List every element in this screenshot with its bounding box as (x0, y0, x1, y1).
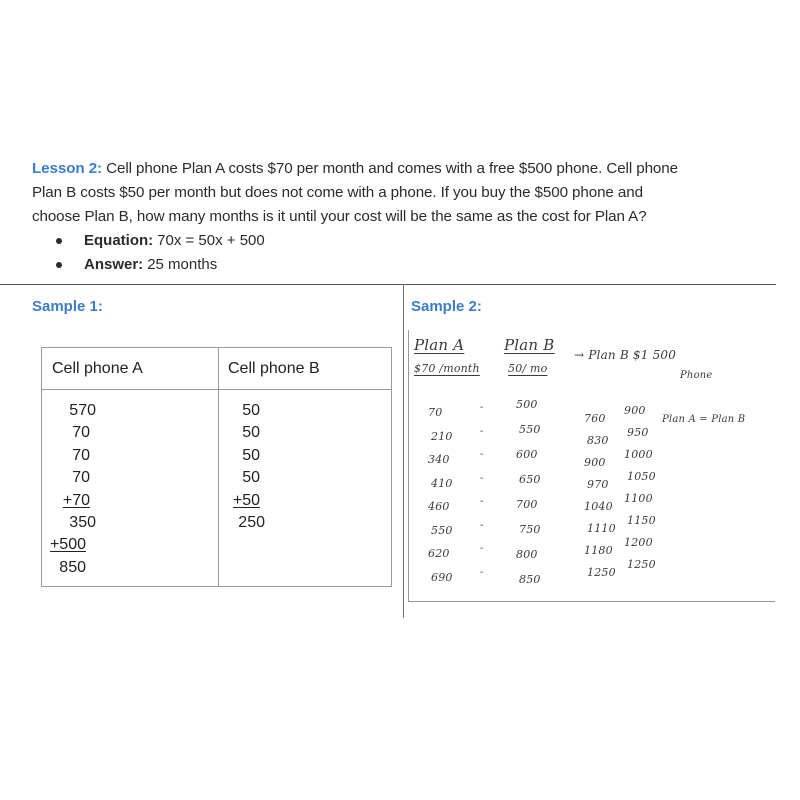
bullet-icon (56, 238, 62, 244)
sample2-dash-mark: - (480, 425, 484, 437)
sample2-dash-mark: - (480, 402, 484, 413)
sample2-bottom-border (408, 601, 775, 602)
sample2-total-a-value: 1250 (587, 566, 616, 579)
sample2-total-a-value: 830 (587, 434, 609, 447)
sample2-left-border (408, 330, 409, 602)
sample2-plan-a-value: 460 (428, 500, 450, 513)
sample2-plan-a-value: 620 (428, 547, 450, 560)
sample2-total-b-value: 1150 (627, 514, 656, 527)
sample2-handwritten-work (408, 330, 775, 602)
answer-value: 25 months (147, 256, 218, 273)
table-cell: 50 (242, 446, 260, 464)
sample2-title: Sample 2: (411, 298, 482, 315)
sample2-plan-a-value: 550 (431, 523, 453, 537)
sample2-note-equal: Plan A = Plan B (662, 414, 746, 425)
table-cell: 70 (72, 446, 90, 464)
sample2-total-a-value: 1040 (584, 500, 613, 513)
table-cell: 350 (69, 514, 96, 532)
sample2-plan-a-value: 410 (431, 476, 453, 490)
sample2-total-b-value: 1050 (627, 470, 656, 483)
sample2-dash-mark: - (480, 519, 484, 531)
problem-line-1 (32, 157, 777, 181)
table-cell: +50 (232, 491, 260, 509)
sample2-plan-b-value: 650 (519, 473, 541, 486)
problem-line-2: Plan B costs $50 per month but does not come with a phone. If you buy the $500 phone and (32, 184, 643, 201)
sample2-plan-b-value: 700 (516, 498, 538, 511)
bullet-icon (56, 262, 62, 268)
sample1-header-a: Cell phone A (52, 360, 143, 377)
sample2-head-a: Plan A (414, 336, 465, 354)
sample2-dash-mark: - (480, 543, 484, 554)
table-cell: 50 (242, 469, 260, 487)
sample2-plan-a-value: 210 (431, 429, 453, 443)
sample2-total-a-value: 900 (584, 456, 606, 469)
sample2-total-a-value: 1180 (584, 544, 613, 557)
sample2-total-a-value: 970 (587, 478, 609, 491)
sample1-table (41, 347, 392, 587)
sample2-total-b-value: 900 (624, 404, 646, 417)
sample1-title: Sample 1: (32, 298, 103, 315)
table-cell: +70 (62, 491, 90, 509)
sample2-total-b-value: 1000 (624, 448, 653, 461)
table-cell: 50 (242, 424, 260, 442)
sample2-plan-b-value: 600 (516, 448, 538, 461)
sample2-dash-mark: - (480, 449, 484, 460)
panel-top-divider (0, 284, 776, 285)
sample2-plan-b-value: 750 (519, 523, 541, 536)
panel-center-divider (403, 284, 404, 618)
sample1-column-divider (218, 348, 219, 586)
problem-text-1: Cell phone Plan A costs $70 per month and comes with a free $500 phone. Cell phone (102, 160, 678, 177)
lesson-label: Lesson 2: (32, 160, 102, 177)
table-cell: 70 (72, 469, 90, 487)
answer-label: Answer: (84, 256, 144, 273)
answer-bullet (56, 253, 265, 277)
sample2-plan-b-value: 500 (516, 398, 538, 411)
sample2-plan-b-value: 850 (519, 573, 541, 586)
sample2-plan-a-value: 340 (428, 453, 450, 466)
sample2-note-plan-b: → Plan B $1 500 (574, 348, 677, 362)
sample2-total-a-value: 760 (584, 412, 606, 425)
sample2-total-a-value: 1110 (587, 522, 616, 535)
table-cell: 250 (238, 514, 265, 532)
equation-label: Equation: (84, 232, 154, 249)
table-cell: 70 (72, 424, 90, 442)
sample2-note-phone: Phone (680, 370, 713, 381)
sample2-total-b-value: 1100 (624, 492, 653, 505)
table-cell: 850 (59, 558, 86, 576)
table-cell: 50 (242, 402, 260, 419)
equation-bullet (56, 229, 265, 253)
sample2-dash-mark: - (480, 472, 484, 484)
sample1-header-b: Cell phone B (228, 360, 320, 377)
sample2-head-b: Plan B (504, 336, 555, 354)
sample2-plan-a-value: 70 (428, 406, 443, 419)
equation-value: 70x = 50x + 500 (157, 232, 265, 249)
sample2-total-b-value: 950 (627, 426, 649, 439)
sample2-total-b-value: 1200 (624, 536, 653, 549)
table-cell: 570 (69, 402, 96, 419)
sample2-plan-b-value: 800 (516, 548, 538, 561)
sample2-sub-a: $70 /month (414, 362, 480, 375)
sample2-plan-b-value: 550 (519, 423, 541, 436)
sample1-column-a (48, 400, 108, 579)
sample1-column-b (232, 400, 292, 534)
answer-bullets (56, 229, 265, 277)
sample2-plan-a-value: 690 (431, 570, 453, 584)
sample2-sub-b: 50/ mo (508, 362, 548, 375)
table-cell: +500 (49, 536, 86, 554)
sample2-dash-mark: - (480, 566, 484, 578)
problem-line-3: choose Plan B, how many months is it until your cost will be the same as the cost for Plan A? (32, 208, 647, 225)
sample2-dash-mark: - (480, 496, 484, 507)
problem-statement (32, 157, 777, 229)
sample2-total-b-value: 1250 (627, 558, 656, 571)
